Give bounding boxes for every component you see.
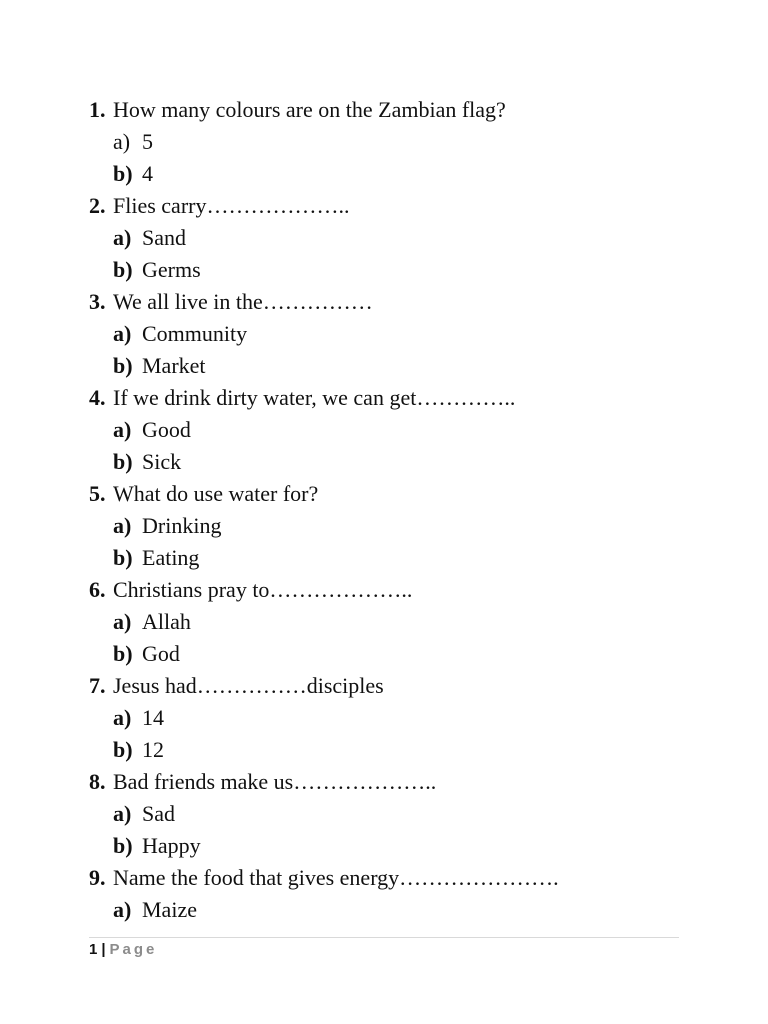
option-a	[89, 606, 679, 638]
option-label: a)	[113, 321, 132, 346]
question-text: How many colours are on the Zambian flag?	[113, 97, 506, 122]
option-a	[89, 126, 679, 158]
option-b	[89, 158, 679, 190]
question-text: Name the food that gives energy………………….	[113, 865, 559, 890]
option-text: 12	[142, 737, 164, 762]
question-text: If we drink dirty water, we can get…………..	[113, 385, 516, 410]
question-4	[89, 382, 679, 414]
option-a	[89, 318, 679, 350]
option-text: Germs	[142, 257, 201, 282]
option-text: Drinking	[142, 513, 222, 538]
option-text: Community	[142, 321, 248, 346]
option-label: a)	[113, 705, 132, 730]
question-number: 9.	[89, 865, 106, 890]
option-a	[89, 894, 679, 926]
option-b	[89, 542, 679, 574]
question-number: 8.	[89, 769, 106, 794]
question-2	[89, 190, 679, 222]
option-b	[89, 638, 679, 670]
option-label: b)	[113, 257, 133, 282]
footer-separator: |	[101, 941, 106, 958]
question-text: We all live in the……………	[113, 289, 373, 314]
question-number: 6.	[89, 577, 106, 602]
question-1	[89, 94, 679, 126]
option-text: 5	[142, 129, 153, 154]
question-number: 7.	[89, 673, 106, 698]
question-text: Jesus had……………disciples	[113, 673, 384, 698]
option-b	[89, 254, 679, 286]
option-label: b)	[113, 161, 133, 186]
question-6	[89, 574, 679, 606]
option-label: a)	[113, 225, 132, 250]
footer-divider	[89, 937, 679, 938]
option-label: a)	[113, 897, 132, 922]
question-number: 4.	[89, 385, 106, 410]
option-a	[89, 414, 679, 446]
question-list	[89, 94, 679, 926]
option-text: 4	[142, 161, 153, 186]
option-label: a)	[113, 417, 132, 442]
option-label: a)	[113, 129, 131, 154]
option-text: Good	[142, 417, 191, 442]
question-number: 3.	[89, 289, 106, 314]
option-label: b)	[113, 545, 133, 570]
question-5	[89, 478, 679, 510]
option-label: b)	[113, 833, 133, 858]
page-word: Page	[109, 941, 158, 958]
option-b	[89, 830, 679, 862]
page-footer	[89, 939, 157, 961]
question-3	[89, 286, 679, 318]
option-text: Happy	[142, 833, 201, 858]
option-b	[89, 734, 679, 766]
question-text: Christians pray to………………..	[113, 577, 413, 602]
question-7	[89, 670, 679, 702]
option-label: a)	[113, 513, 132, 538]
option-b	[89, 446, 679, 478]
question-text: What do use water for?	[113, 481, 319, 506]
option-label: b)	[113, 449, 133, 474]
question-text: Bad friends make us………………..	[113, 769, 437, 794]
option-b	[89, 350, 679, 382]
option-a	[89, 222, 679, 254]
option-text: Eating	[142, 545, 200, 570]
page-number: 1	[89, 941, 98, 958]
question-number: 2.	[89, 193, 106, 218]
option-text: Market	[142, 353, 206, 378]
question-number: 5.	[89, 481, 106, 506]
option-text: 14	[142, 705, 164, 730]
question-9	[89, 862, 679, 894]
option-label: b)	[113, 737, 133, 762]
option-text: Maize	[142, 897, 197, 922]
option-label: a)	[113, 801, 132, 826]
option-a	[89, 510, 679, 542]
question-text: Flies carry………………..	[113, 193, 350, 218]
option-label: a)	[113, 609, 132, 634]
option-text: Sick	[142, 449, 182, 474]
option-label: b)	[113, 641, 133, 666]
option-text: Sand	[142, 225, 186, 250]
option-label: b)	[113, 353, 133, 378]
question-8	[89, 766, 679, 798]
option-a	[89, 798, 679, 830]
option-a	[89, 702, 679, 734]
option-text: God	[142, 641, 180, 666]
option-text: Allah	[142, 609, 191, 634]
option-text: Sad	[142, 801, 175, 826]
question-number: 1.	[89, 97, 106, 122]
